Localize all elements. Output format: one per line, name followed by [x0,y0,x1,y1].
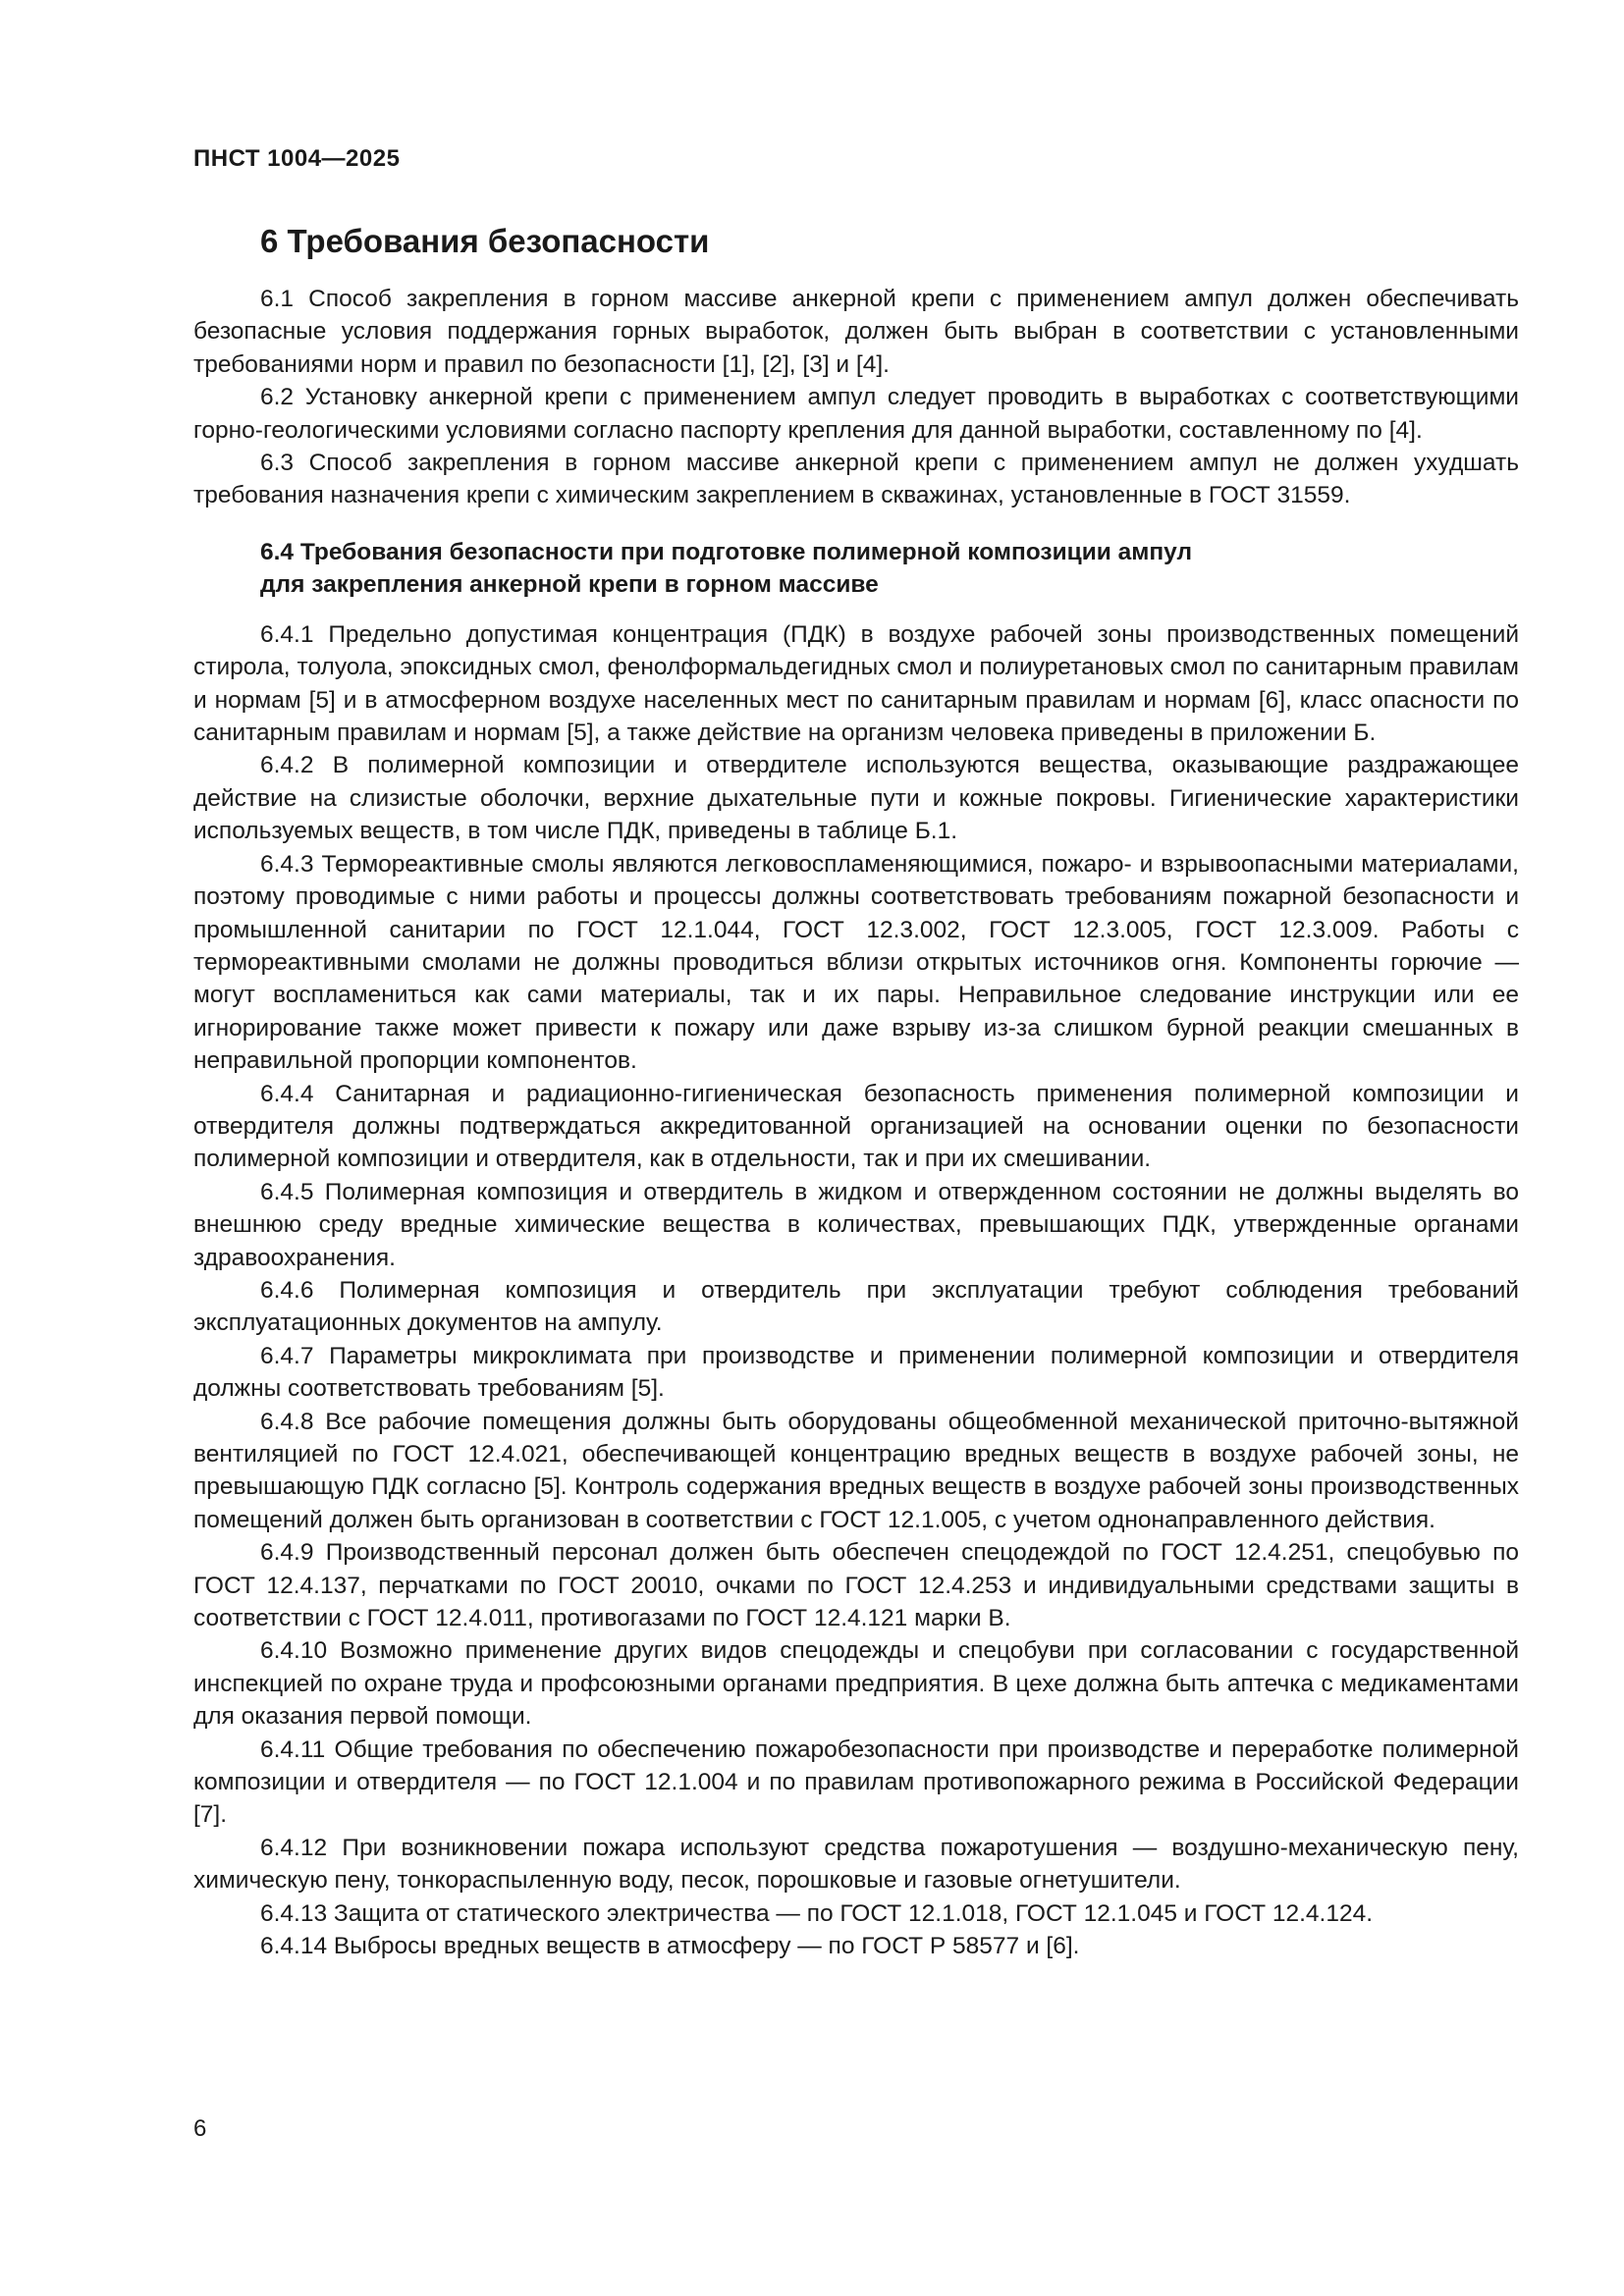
subsection-title [260,536,1519,601]
page-content [193,222,1519,1963]
paragraph-6-4-11: 6.4.11 Общие требования по обеспечению пожаробезопасности при производстве и переработке полимерной композиции и отвердителя — по ГОСТ 12.1.004 и по правилам противопожарного режима в Российской Федерации [7]. [193,1735,1519,1829]
paragraph-6-4-4: 6.4.4 Санитарная и радиационно-гигиеническая безопасность применения полимерной композиции и отвердителя должны подтверждаться аккредитованной организацией на основании оценки по безопасности полимерной композиции и отвердителя, как в отдельности, так и при их смешивании. [193,1080,1519,1173]
paragraph-6-4-10: 6.4.10 Возможно применение других видов спецодежды и спецобуви при согласовании с государственной инспекцией по охране труда и профсоюзными органами предприятия. В цехе должна быть аптечка с медикаментами для оказания первой помощи. [193,1637,1519,1731]
paragraph-6-2: 6.2 Установку анкерной крепи с применением ампул следует проводить в выработках с соответствующими горно-геологическими условиями согласно паспорту крепления для данной выработки, составленному по [4]. [193,384,1519,444]
paragraph-6-4-8: 6.4.8 Все рабочие помещения должны быть оборудованы общеобменной механической приточно-вытяжной вентиляцией по ГОСТ 12.4.021, обеспечивающей концентрацию вредных веществ в воздухе рабочей зоны, не превышающую ПДК согласно [5]. Контроль содержания вредных веществ в воздухе рабочей зоны производственных помещений должен быть организован в соответствии с ГОСТ 12.1.005, с учетом однонаправленного действия. [193,1408,1519,1533]
paragraph-6-4-7: 6.4.7 Параметры микроклимата при производстве и применении полимерной композиции и отвердителя должны соответствовать требованиям [5]. [193,1342,1519,1403]
paragraph-6-4-12: 6.4.12 При возникновении пожара используют средства пожаротушения — воздушно-механическую пену, химическую пену, тонкораспыленную воду, песок, порошковые и газовые огнетушители. [193,1834,1519,1895]
paragraph-6-1: 6.1 Способ закрепления в горном массиве анкерной крепи с применением ампул должен обеспечивать безопасные условия поддержания горных выработок, должен быть выбран в соответствии с установленными требованиями норм и правил по безопасности [1], [2], [3] и [4]. [193,286,1519,378]
subsection-title-line-2: для закрепления анкерной крепи в горном массиве [260,570,879,598]
paragraph-6-4-9: 6.4.9 Производственный персонал должен быть обеспечен спецодеждой по ГОСТ 12.4.251, спецобувью по ГОСТ 12.4.137, перчатками по ГОСТ 20010, очками по ГОСТ 12.4.253 и индивидуальными средствами защиты в соответствии с ГОСТ 12.4.011, противогазами по ГОСТ 12.4.121 марки В. [193,1539,1519,1632]
paragraph-6-4-14: 6.4.14 Выбросы вредных веществ в атмосферу — по ГОСТ Р 58577 и [6]. [260,1933,1080,1960]
paragraph-6-4-3: 6.4.3 Термореактивные смолы являются легковоспламеняющимися, пожаро- и взрывоопасными материалами, поэтому проводимые с ними работы и процессы должны соответствовать требованиям пожарной безопасности и промышленной санитарии по ГОСТ 12.1.044, ГОСТ 12.3.002, ГОСТ 12.3.005, ГОСТ 12.3.009. Работы с термореактивными смолами не должны проводиться вблизи открытых источников огня. Компоненты горючие — могут воспламениться как сами материалы, так и их пары. Неправильное следование инструкции или ее игнорирование также может привести к пожару или даже взрыву из-за слишком бурной реакции смешанных в неправильной пропорции компонентов. [193,850,1519,1075]
paragraph-6-4-6: 6.4.6 Полимерная композиция и отвердитель при эксплуатации требуют соблюдения требований эксплуатационных документов на ампулу. [193,1276,1519,1337]
paragraph-6-4-13: 6.4.13 Защита от статического электричества — по ГОСТ 12.1.018, ГОСТ 12.1.045 и ГОСТ 12.4.124. [260,1899,1374,1927]
page-number: 6 [193,2115,207,2142]
section-title: 6 Требования безопасности [260,223,710,259]
paragraph-6-4-1: 6.4.1 Предельно допустимая концентрация (ПДК) в воздухе рабочей зоны производственных помещений стирола, толуола, эпоксидных смол, фенолформальдегидных смол и полиуретановых смол по санитарным правилам и нормам [5] и в атмосферном воздухе населенных мест по санитарным правилам и нормам [6], класс опасности по санитарным правилам и нормам [5], а также действие на организм человека приведены в приложении Б. [193,620,1519,747]
paragraph-6-4-5: 6.4.5 Полимерная композиция и отвердитель в жидком и отвержденном состоянии не должны выделять во внешнюю среду вредные химические вещества в количествах, превышающих ПДК, утвержденные органами здравоохранения. [193,1178,1519,1271]
paragraph-6-4-2: 6.4.2 В полимерной композиции и отвердителе используются вещества, оказывающие раздражающее действие на слизистые оболочки, верхние дыхательные пути и кожные покровы. Гигиенические характеристики используемых веществ, в том числе ПДК, приведены в таблице Б.1. [193,752,1519,845]
document-code-header: ПНСТ 1004—2025 [193,145,401,172]
paragraph-6-3: 6.3 Способ закрепления в горном массиве анкерной крепи с применением ампул не должен ухудшать требования назначения крепи с химическим закреплением в скважинах, установленные в ГОСТ 31559. [193,450,1519,509]
subsection-title-line-1: 6.4 Требования безопасности при подготовке полимерной композиции ампул [260,538,1193,565]
